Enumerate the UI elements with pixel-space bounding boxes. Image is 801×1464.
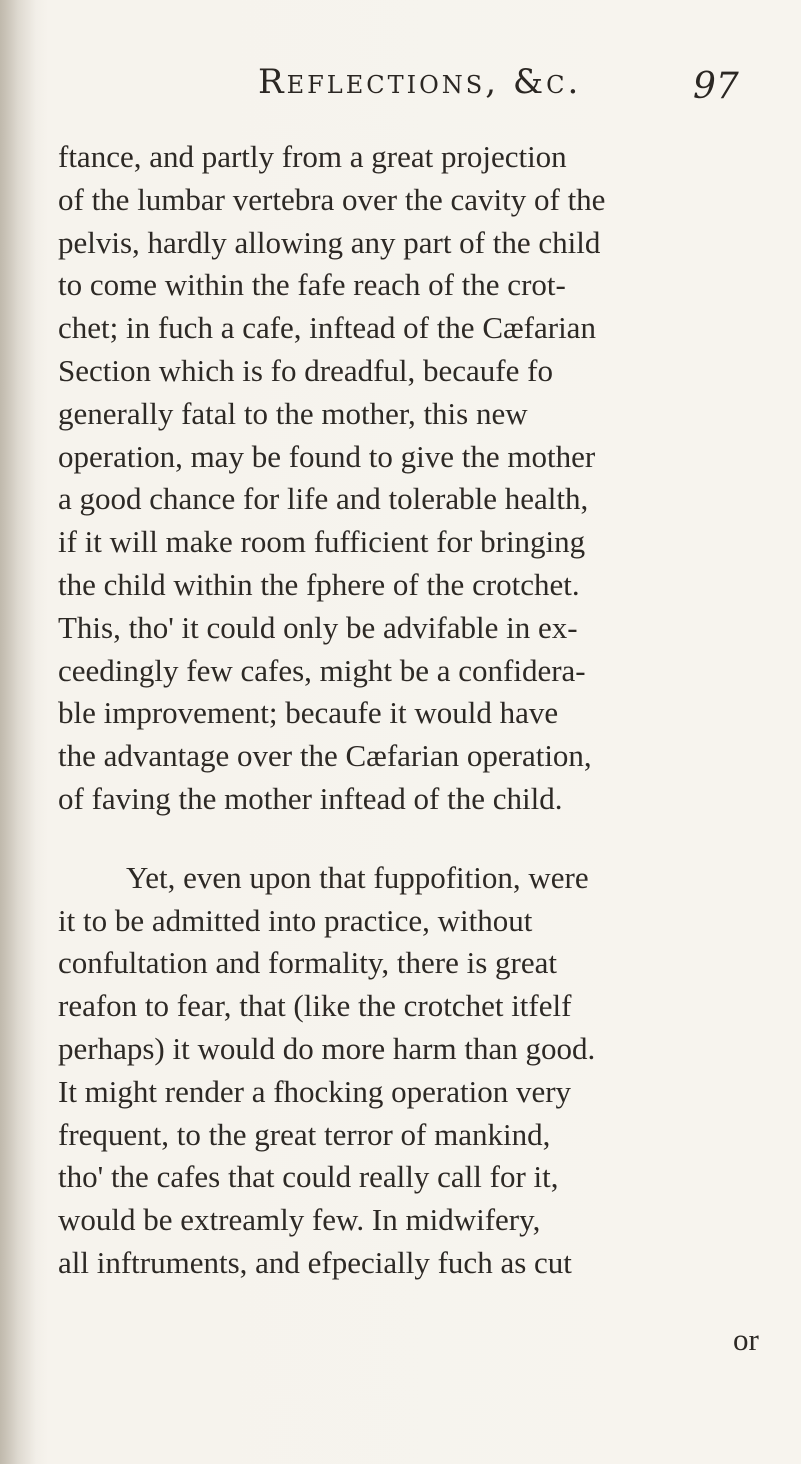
text-line: the child within the fphere of the crotchet.	[58, 566, 580, 602]
text-line: operation, may be found to give the mother	[58, 438, 596, 474]
text-line: tho' the cafes that could really call for it,	[58, 1159, 559, 1195]
text-line: chet; in fuch a cafe, inftead of the Cæfarian	[58, 310, 596, 346]
text-line: to come within the fafe reach of the crot-	[58, 267, 566, 303]
text-line: frequent, to the great terror of mankind,	[58, 1116, 551, 1152]
text-line: It might render a fhocking operation very	[58, 1073, 572, 1109]
text-line: Yet, even upon that fuppofition, were	[126, 859, 589, 895]
paragraph-gap	[58, 821, 758, 857]
running-title: Reflections, &c.	[258, 62, 582, 102]
text-line: This, tho' it could only be advifable in ex-	[58, 609, 578, 645]
text-line: ceedingly few cafes, might be a confidera-	[58, 652, 586, 688]
text-line: ftance, and partly from a great projection	[58, 139, 567, 174]
text-line: would be extreamly few. In midwifery,	[58, 1202, 541, 1238]
catchword: or	[733, 1322, 759, 1357]
text-line: perhaps) it would do more harm than good.	[58, 1030, 596, 1066]
text-line: all inftruments, and efpecially fuch as cut	[58, 1244, 572, 1280]
text-line: a good chance for life and tolerable health,	[58, 481, 589, 517]
text-line: Section which is fo dreadful, becaufe fo	[58, 352, 553, 388]
binding-shadow	[0, 0, 36, 1464]
page-number: 97	[693, 66, 739, 107]
text-line: it to be admitted into practice, without	[58, 902, 533, 938]
text-line: of faving the mother inftead of the child.	[58, 780, 563, 816]
text-line: pelvis, hardly allowing any part of the child	[58, 224, 601, 260]
text-line: generally fatal to the mother, this new	[58, 395, 528, 431]
text-line: of the lumbar vertebra over the cavity of the	[58, 181, 606, 217]
running-head	[0, 62, 801, 112]
text-line: if it will make room fufficient for bringing	[58, 524, 586, 560]
text-line: ble improvement; becaufe it would have	[58, 695, 559, 731]
text-line: confultation and formality, there is great	[58, 945, 557, 981]
text-line: the advantage over the Cæfarian operation,	[58, 738, 592, 774]
text-line: reafon to fear, that (like the crotchet itfelf	[58, 988, 572, 1024]
body-text	[58, 136, 758, 1285]
